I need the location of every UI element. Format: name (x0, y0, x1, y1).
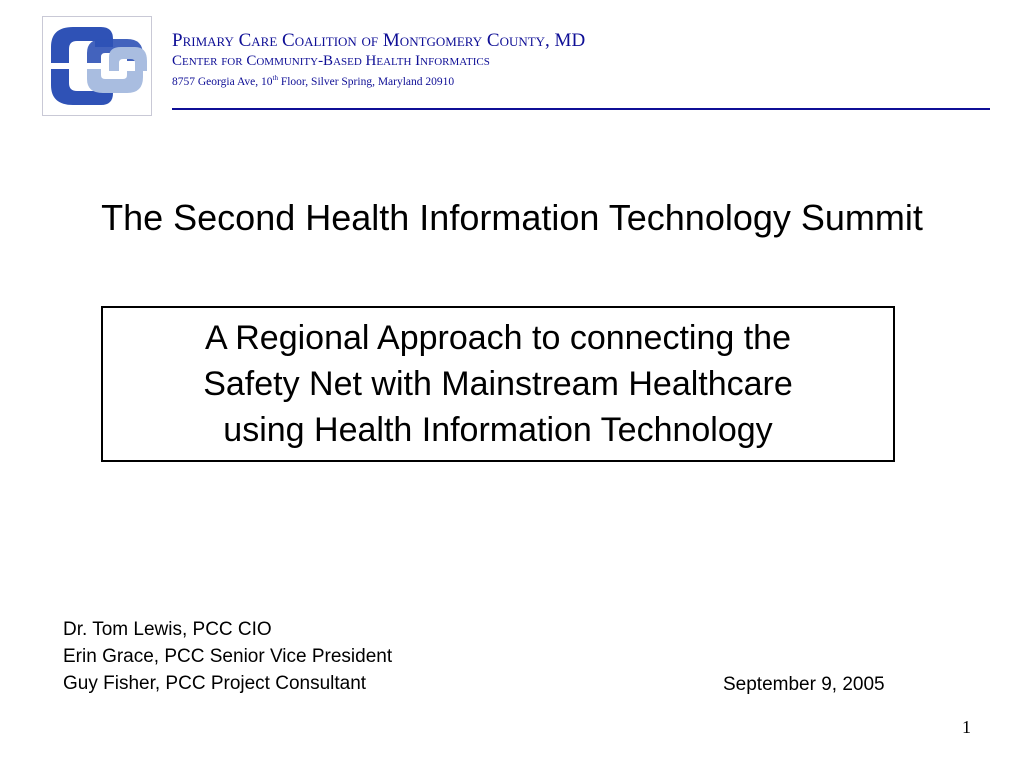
presentation-date: September 9, 2005 (723, 674, 885, 695)
talk-title-line: using Health Information Technology (223, 411, 773, 449)
talk-title-line: A Regional Approach to connecting the (205, 319, 791, 357)
organization-address (172, 70, 585, 90)
organization-header (172, 30, 585, 90)
pcc-logo-icon (42, 16, 152, 116)
address-superscript: th (272, 74, 278, 82)
address-part: Floor, Silver Spring, Maryland 20910 (277, 75, 455, 88)
presenter: Dr. Tom Lewis, PCC CIO (63, 619, 272, 640)
header-divider (172, 108, 990, 110)
presenter: Erin Grace, PCC Senior Vice President (63, 646, 393, 667)
address-part: 8757 Georgia Ave, 10 (172, 75, 273, 88)
organization-name: Primary Care Coalition of Montgomery County, MD (172, 30, 586, 51)
slide-number: 1 (962, 717, 971, 737)
talk-title-line: Safety Net with Mainstream Healthcare (203, 365, 793, 403)
event-title: The Second Health Information Technology Summit (101, 197, 923, 238)
center-name: Center for Community-Based Health Informatics (172, 53, 490, 69)
presenter: Guy Fisher, PCC Project Consultant (63, 673, 367, 694)
talk-title-box (101, 306, 895, 462)
presenter-list (63, 616, 392, 697)
